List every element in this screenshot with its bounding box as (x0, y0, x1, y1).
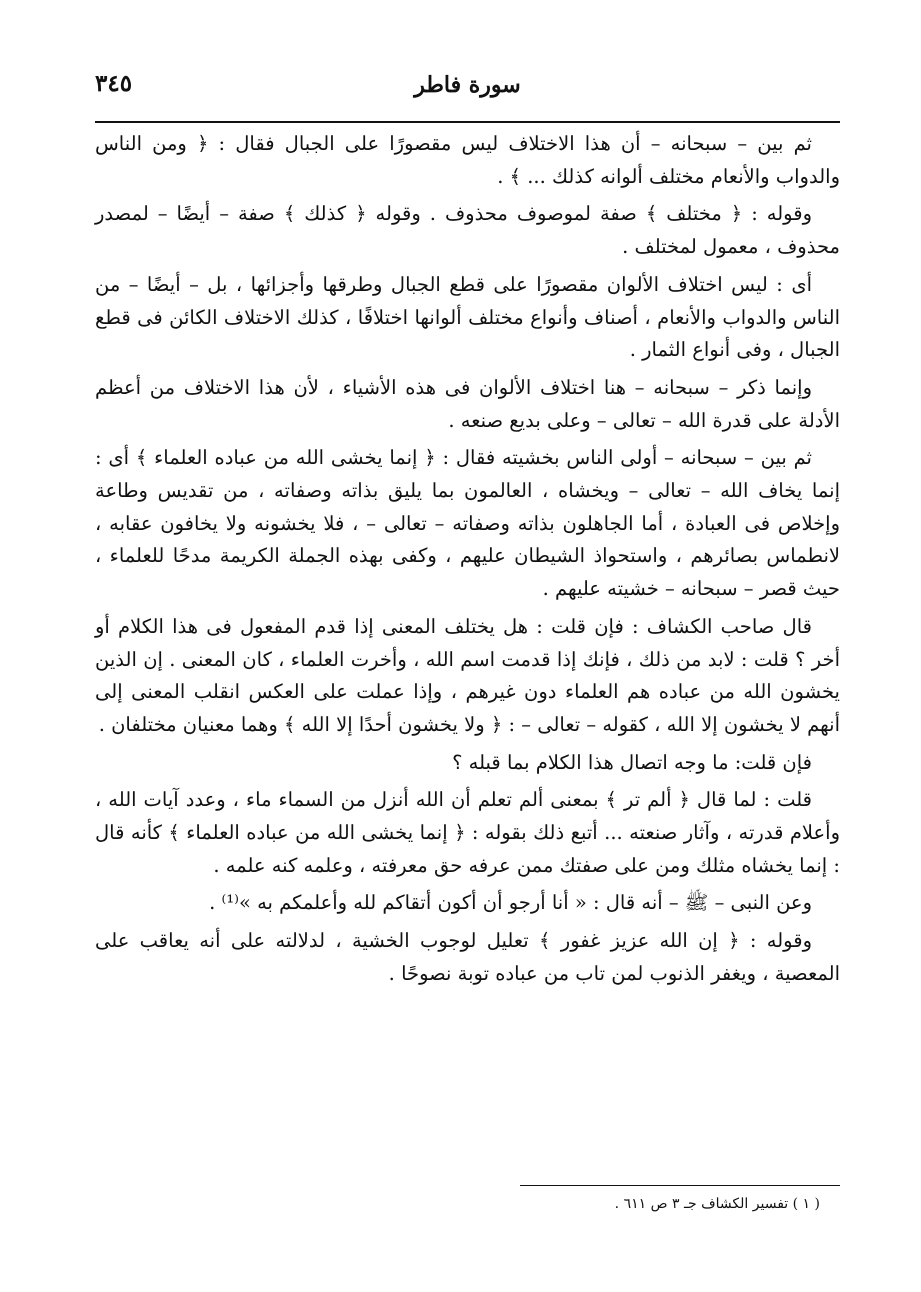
page-body (95, 128, 840, 996)
paragraph: أى : ليس اختلاف الألوان مقصورًا على قطع الجبال وطرقها وأجزائها ، بل – أيضًا – من الناس والدواب والأنعام ، أصناف وأنواع مختلف ألوانها اختلافًا ، كذلك الاختلاف الكائن فى قطع الجبال ، وفى أنواع الثمار . (95, 272, 840, 362)
surah-title: سورة فاطر (414, 72, 521, 98)
header-rule (95, 121, 840, 123)
paragraph: فإن قلت: ما وجه اتصال هذا الكلام بما قبله ؟ (452, 750, 812, 774)
paragraph: وقوله : ﴿ مختلف ﴾ صفة لموصوف محذوف . وقوله ﴿ كذلك ﴾ صفة – أيضًا – لمصدر محذوف ، معمول لمختلف . (95, 202, 840, 259)
paragraph: وقوله : ﴿ إن الله عزيز غفور ﴾ تعليل لوجوب الخشية ، لدلالته على أنه يعاقب على المعصية ، ويغفر الذنوب لمن تاب من عباده توبة نصوحًا . (95, 929, 840, 985)
paragraph: وعن النبى – ﷺ – أنه قال : « أنا أرجو أن أكون أتقاكم لله وأعلمكم به »⁽¹⁾ . (209, 891, 812, 915)
footnote-rule (520, 1185, 840, 1186)
paragraph: قلت : لما قال ﴿ ألم تر ﴾ بمعنى ألم تعلم أن الله أنزل من السماء ماء ، وعدد آيات الله ، وأعلام قدرته ، وآثار صنعته ... أتبع ذلك بقوله : ﴿ إنما يخشى الله من عباده العلماء ﴾ كأنه قال : إنما يخشاه مثلك ومن على صفتك ممن عرفه حق معرفته ، وعلمه كنه علمه . (95, 788, 840, 877)
page-header (95, 66, 840, 106)
footnote: ( ١ ) تفسير الكشاف جـ ٣ ص ٦١١ . (614, 1196, 820, 1212)
paragraph: ثم بين – سبحانه – أن هذا الاختلاف ليس مقصورًا على الجبال فقال : ﴿ ومن الناس والدواب والأنعام مختلف ألوانه كذلك ... ﴾ . (95, 132, 840, 188)
paragraph: وإنما ذكر – سبحانه – هنا اختلاف الألوان فى هذه الأشياء ، لأن هذا الاختلاف من أعظم الأدلة على قدرة الله – تعالى – وعلى بديع صنعه . (95, 375, 840, 432)
page-number: ٣٤٥ (95, 70, 133, 97)
paragraph: قال صاحب الكشاف : فإن قلت : هل يختلف المعنى إذا قدم المفعول فى هذا الكلام أو أخر ؟ قلت : لابد من ذلك ، فإنك إذا قدمت اسم الله ، وأخرت العلماء ، كان المعنى . إن الذين يخشون الله من عباده هم العلماء دون غيرهم ، وإذا عملت على العكس انقلب المعنى إلى أنهم لا يخشون إلا الله ، كقوله – تعالى – : ﴿ ولا يخشون أحدًا إلا الله ﴾ وهما معنيان مختلفان . (95, 614, 840, 736)
paragraph: ثم بين – سبحانه – أولى الناس بخشيته فقال : ﴿ إنما يخشى الله من عباده العلماء ﴾ أى : إنما يخاف الله – تعالى – ويخشاه ، العالمون بما يليق بذاته وصفاته ، من تقديس وطاعة وإخلاص فى العبادة ، أما الجاهلون بذاته وصفاته – تعالى – ، فلا يخشونه ولا يخافون عقابه ، لانطماس بصائرهم ، واستحواذ الشيطان عليهم ، وكفى بهذه الجملة الكريمة مدحًا للعلماء ، حيث قصر – سبحانه – خشيته عليهم . (95, 446, 840, 601)
